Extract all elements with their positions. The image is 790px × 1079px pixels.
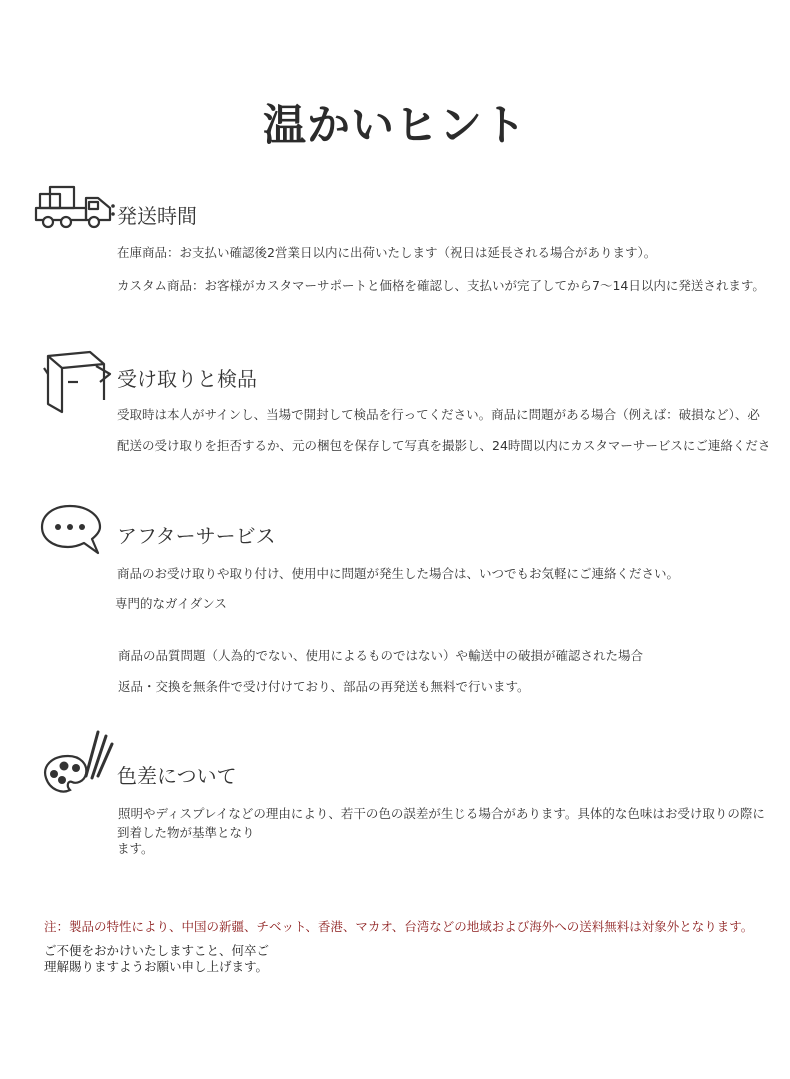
color-heading: 色差について	[117, 764, 237, 788]
shipping-line-2: カスタム商品：お客様がカスタマーサポートと価格を確認し、支払いが完了してから7〜14日以内に発送されます。	[117, 278, 765, 293]
palette-icon	[40, 726, 116, 796]
aftersales-heading: アフターサービス	[117, 524, 276, 548]
receipt-line-1: 受取時は本人がサインし、当場で開封して検品を行ってください。商品に問題がある場合（例えば：破損など）、必	[117, 407, 760, 422]
apology-note: ご不便をおかけいたしますこと、何卒ご理解賜りますようお願い申し上げます。	[44, 943, 270, 974]
aftersales-line-4: 返品・交換を無条件で受け付けており、部品の再発送も無料で行います。	[118, 679, 530, 694]
shipping-heading: 発送時間	[117, 204, 197, 228]
speech-bubble-icon	[40, 503, 104, 557]
aftersales-line-2: 専門的なガイダンス	[115, 596, 227, 611]
aftersales-line-1: 商品のお受け取りや取り付け、使用中に問題が発生した場合は、いつでもお気軽にご連絡ください。	[117, 566, 680, 581]
color-line-1: 照明やディスプレイなどの理由により、若干の色の誤差が生じる場合があります。具体的な色味はお受け取りの際に	[118, 806, 765, 821]
receipt-heading: 受け取りと検品	[117, 367, 257, 391]
shipping-line-1: 在庫商品：お支払い確認後2営業日以内に出荷いたします（祝日は延長される場合があります）。	[117, 245, 657, 260]
shipping-exclusion-note: 注：製品の特性により、中国の新疆、チベット、香港、マカオ、台湾などの地域および海外への送料無料は対象外となります。	[44, 919, 754, 934]
color-line-2: 到着した物が基準となります。	[117, 825, 255, 856]
receipt-line-2: 配送の受け取りを拒否するか、元の梱包を保存して写真を撮影し、24時間以内にカスタマーサービスにご連絡くださ	[117, 438, 771, 453]
truck-icon	[34, 184, 116, 230]
page-title: 温かいヒント	[263, 101, 527, 151]
aftersales-line-3: 商品の品質問題（人為的でない、使用によるものではない）や輸送中の破損が確認された場合	[118, 648, 644, 663]
box-icon	[40, 348, 112, 416]
